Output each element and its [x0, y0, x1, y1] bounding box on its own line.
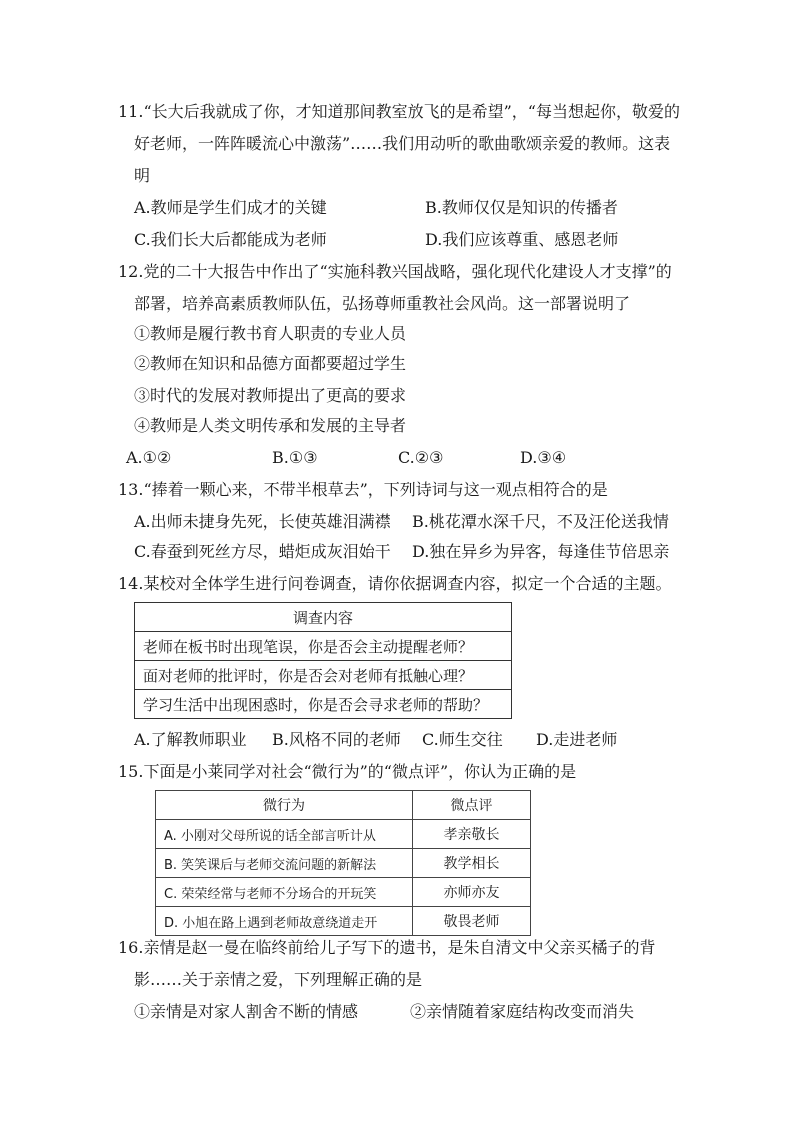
q11-stem-line2: 好老师，一阵阵暖流心中激荡”……我们用动听的歌曲歌颂亲爱的教师。这表	[134, 134, 671, 153]
q13-option-d: D.独在异乡为异客，每逢佳节倍思亲	[412, 542, 670, 561]
q12-option-a: A.①②	[126, 448, 172, 467]
q15-header-behavior: 微行为	[156, 791, 413, 820]
q14-option-d: D.走进老师	[536, 730, 618, 749]
q14-option-b: B.风格不同的老师	[272, 730, 401, 749]
q14-stem: 14.某校对全体学生进行问卷调查，请你依据调查内容，拟定一个合适的主题。	[118, 574, 672, 593]
q14-survey-table	[134, 602, 512, 719]
table-row: D. 小旭在路上遇到老师故意绕道走开	[156, 907, 413, 936]
q11-option-a: A.教师是学生们成才的关键	[134, 198, 327, 217]
q15-stem: 15.下面是小莱同学对社会“微行为”的“微点评”，你认为正确的是	[118, 762, 577, 781]
q15-table	[155, 790, 531, 936]
q16-item-1: ①亲情是对家人割舍不断的情感	[134, 1002, 359, 1021]
q14-table-header: 调查内容	[135, 603, 512, 632]
q16-item-2: ②亲情随着家庭结构改变而消失	[410, 1002, 635, 1021]
q11-option-b: B.教师仅仅是知识的传播者	[425, 198, 618, 217]
q16-stem-line1: 16.亲情是赵一曼在临终前给儿子写下的遗书，是朱自清文中父亲买橘子的背	[118, 938, 656, 957]
table-cell: 孝亲敬长	[413, 820, 531, 849]
q11-option-d: D.我们应该尊重、感恩老师	[425, 230, 619, 249]
q12-option-c: C.②③	[398, 448, 444, 467]
table-cell: 亦师亦友	[413, 878, 531, 907]
q15-header-comment: 微点评	[413, 791, 531, 820]
q13-stem: 13.“捧着一颗心来，不带半根草去”，下列诗词与这一观点相符合的是	[118, 480, 608, 499]
q14-option-a: A.了解教师职业	[134, 730, 247, 749]
q11-option-c: C.我们长大后都能成为老师	[134, 230, 327, 249]
q12-item-1: ①教师是履行教书育人职责的专业人员	[134, 324, 407, 343]
table-row: 老师在板书时出现笔误，你是否会主动提醒老师？	[135, 632, 512, 661]
table-row: 学习生活中出现困惑时，你是否会寻求老师的帮助？	[135, 690, 512, 719]
table-row: A. 小刚对父母所说的话全部言听计从	[156, 820, 413, 849]
q14-option-c: C.师生交往	[422, 730, 503, 749]
q13-option-a: A.出师未捷身先死，长使英雄泪满襟	[134, 512, 391, 531]
q12-item-2: ②教师在知识和品德方面都要超过学生	[134, 354, 407, 373]
q11-stem-line1: 11.“长大后我就成了你，才知道那间教室放飞的是希望”，“每当想起你，敬爱的	[118, 102, 680, 121]
q12-item-3: ③时代的发展对教师提出了更高的要求	[134, 386, 407, 405]
table-row: 面对老师的批评时，你是否会对老师有抵触心理？	[135, 661, 512, 690]
table-row: C. 荣荣经常与老师不分场合的开玩笑	[156, 878, 413, 907]
table-cell: 教学相长	[413, 849, 531, 878]
table-cell: 敬畏老师	[413, 907, 531, 936]
q11-stem-line3: 明	[134, 166, 151, 185]
q12-stem-line1: 12.党的二十大报告中作出了“实施科教兴国战略，强化现代化建设人才支撑”的	[118, 262, 672, 281]
q13-option-c: C.春蚕到死丝方尽，蜡炬成灰泪始干	[134, 542, 391, 561]
q12-option-d: D.③④	[520, 448, 567, 467]
q13-option-b: B.桃花潭水深千尺，不及汪伦送我情	[412, 512, 669, 531]
q12-item-4: ④教师是人类文明传承和发展的主导者	[134, 416, 407, 435]
q16-stem-line2: 影……关于亲情之爱，下列理解正确的是	[134, 970, 423, 989]
table-row: B. 笑笑课后与老师交流问题的新解法	[156, 849, 413, 878]
q12-stem-line2: 部署，培养高素质教师队伍，弘扬尊师重教社会风尚。这一部署说明了	[134, 294, 631, 313]
q12-option-b: B.①③	[272, 448, 318, 467]
